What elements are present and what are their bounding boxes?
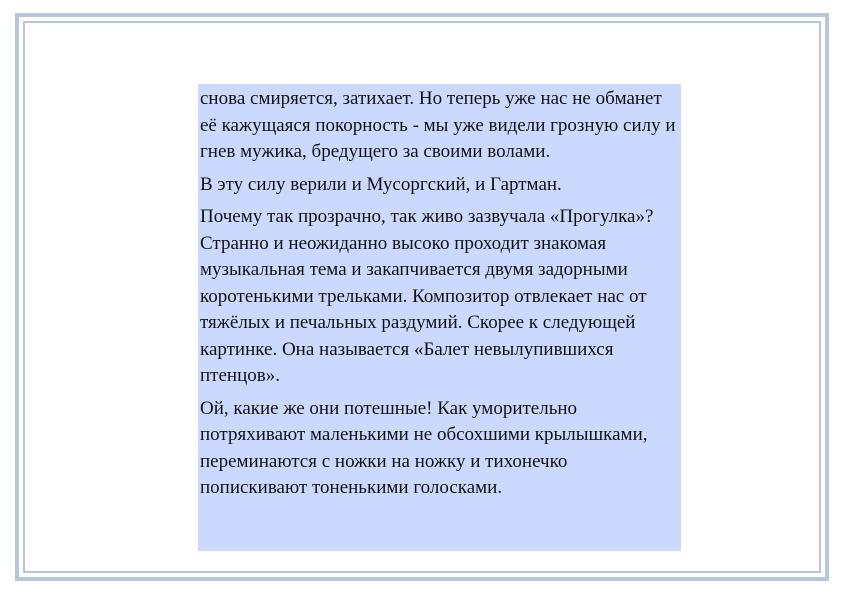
paragraph-3: Почему так прозрачно, так живо зазвучала «Прогулка»? Странно и неожиданно высоко проходит знакомая музыкальная тема и закапчивается двумя задорными коротенькими трельками. Композитор отвлекает нас от тяжёлых и печальных раздумий. Скорее к следующей картинке. Она называется «Балет невылупившихся птенцов». bbox=[200, 206, 654, 386]
paragraph-2: В эту силу верили и Мусоргский, и Гартман. bbox=[200, 173, 562, 195]
paragraph-1: снова смиряется, затихает. Но теперь уже нас не обманет её кажущаяся покорность - мы уже видели грозную силу и гнев мужика, бредущего за своими волами. bbox=[200, 88, 676, 162]
text-box bbox=[198, 84, 681, 551]
paragraph-4: Ой, какие же они потешные! Как уморительно потряхивают маленькими не обсохшими крылышками, переминаются с ножки на ножку и тихонечко попискивают тоненькими голосками. bbox=[200, 397, 648, 498]
